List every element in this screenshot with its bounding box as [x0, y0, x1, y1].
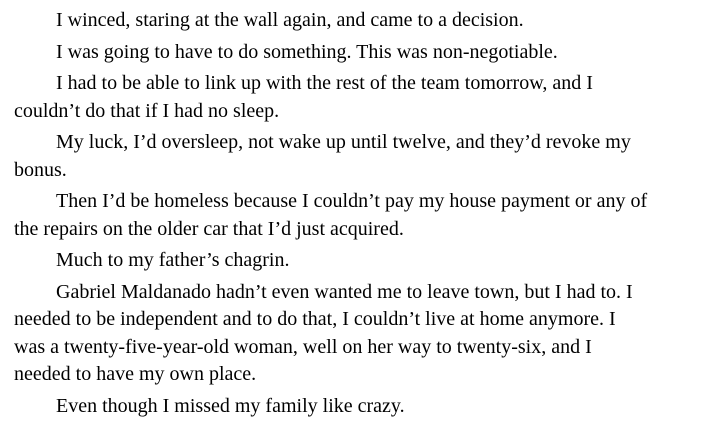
paragraph [14, 247, 710, 275]
paragraph [14, 393, 710, 421]
paragraph [14, 70, 710, 125]
text-line: Then I’d be homeless because I couldn’t pay my house payment or any of [56, 190, 648, 212]
text-line: I winced, staring at the wall again, and came to a decision. [56, 9, 524, 31]
paragraph [14, 129, 710, 184]
paragraph [14, 279, 710, 389]
paragraph [14, 188, 710, 243]
text-line: needed to have my own place. [14, 363, 257, 385]
paragraph [14, 39, 710, 67]
text-line: Much to my father’s chagrin. [56, 249, 290, 271]
text-line: couldn’t do that if I had no sleep. [14, 99, 280, 122]
text-line: I was going to have to do something. This was non-negotiable. [56, 40, 558, 63]
text-line: bonus. [14, 158, 67, 181]
text-line: the repairs on the older car that I’d just acquired. [14, 217, 404, 240]
text-line: My luck, I’d oversleep, not wake up until twelve, and they’d revoke my [56, 131, 631, 153]
text-line: Even though I missed my family like crazy. [56, 394, 405, 417]
text-line: was a twenty-five-year-old woman, well on her way to twenty-six, and I [14, 335, 592, 358]
paragraph [14, 7, 710, 35]
text-line: I had to be able to link up with the rest of the team tomorrow, and I [56, 72, 593, 94]
text-line: Gabriel Maldanado hadn’t even wanted me to leave town, but I had to. I [56, 280, 633, 303]
text-line: needed to be independent and to do that, I couldn’t live at home anymore. I [14, 308, 616, 330]
